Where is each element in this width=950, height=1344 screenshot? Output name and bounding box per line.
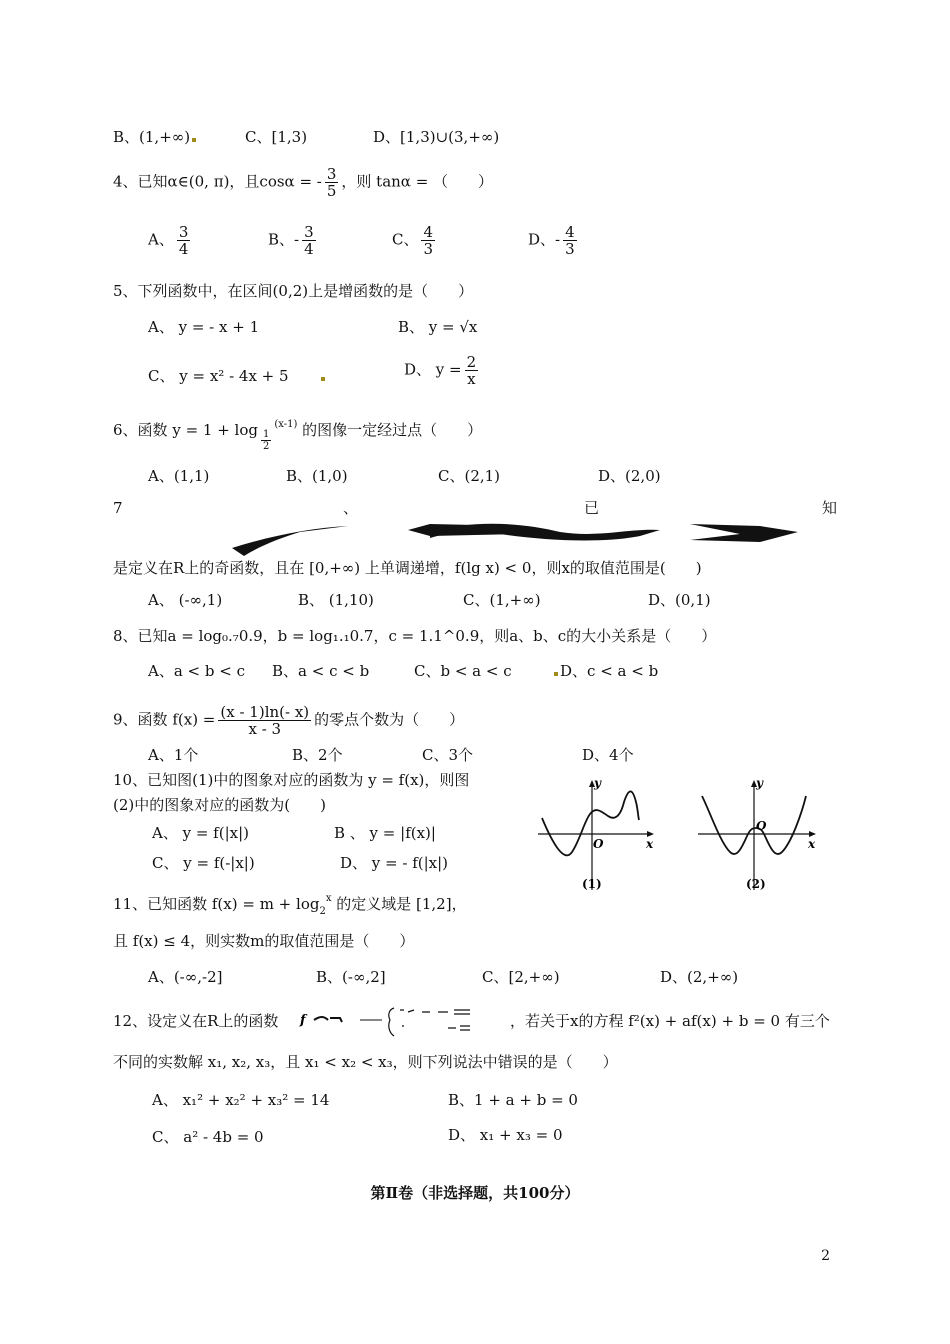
q5-optC (148, 366, 327, 386)
q10-optD: D、 y = - f(|x|) (340, 854, 449, 872)
q12-optC: C、 a² - 4b = 0 (152, 1128, 264, 1146)
mark-dot (321, 377, 325, 381)
q7-yi: 已 (584, 499, 600, 517)
q9-lhs: f(x) = (172, 710, 216, 729)
figure-1-graph (538, 776, 654, 891)
q10-line2: (2)中的图象对应的函数为( ) (113, 796, 326, 814)
q6-optC: C、(2,1) (438, 467, 501, 485)
q5-optB: B、 y = √x (398, 318, 478, 336)
q11-optD: D、(2,+∞) (660, 968, 739, 986)
q11-optA: A、(-∞,-2] (148, 968, 223, 986)
q12-stem-a: 12、设定义在R上的函数 (113, 1012, 279, 1030)
q5-optD-den: x (467, 370, 476, 388)
q3-options (113, 127, 500, 147)
q6-exp: (x-1) (274, 419, 298, 430)
fig2-caption: (2) (746, 877, 766, 891)
q6-base-den: 2 (263, 441, 270, 452)
q8-optD-value: D、c < a < b (560, 662, 659, 680)
q5-stem: 5、下列函数中，在区间(0,2)上是增函数的是（ ） (113, 282, 474, 300)
q11-stem-a: 11、已知函数 (113, 895, 208, 913)
q3-optD-value: [1,3)∪(3,+∞) (400, 128, 500, 146)
q4-stem-b: α∈(0, π)，且cosα = - (167, 172, 322, 191)
q4-optB-label: B、- (268, 230, 300, 249)
q8-optA: A、a < b < c (148, 662, 245, 680)
q9-optC: C、3个 (422, 746, 474, 764)
q3-optC-value: [1,3) (271, 128, 308, 146)
q8-optD (552, 661, 658, 681)
q4-optC-label: C、 (392, 230, 419, 249)
fig1-origin: O (593, 837, 604, 851)
q11-line2: 且 f(x) ≤ 4，则实数m的取值范围是（ ） (113, 932, 415, 950)
fig1-axis-x: x (646, 837, 654, 851)
q11-stem-b: 的定义域是 [1,2]， (336, 895, 467, 913)
q4-optD-num: 4 (565, 223, 575, 241)
q8-optB: B、a < c < b (272, 662, 370, 680)
q11-expr: f(x) = m + log (211, 895, 320, 913)
q9-optA: A、1个 (148, 746, 199, 764)
q9-stem (113, 704, 464, 737)
q7-optB: B、 (1,10) (298, 591, 374, 609)
q3-optD-label: D、 (373, 128, 401, 146)
q6-expr: y = 1 + log (172, 421, 258, 439)
q3-optD (373, 127, 499, 147)
fig2-axis-x: x (808, 837, 816, 851)
q10-optB: B 、 y = |f(x)| (334, 824, 436, 842)
q4-optC-num: 4 (423, 223, 434, 241)
q12-line2-text: 不同的实数解 x₁, x₂, x₃，且 x₁ < x₂ < x₃，则下列说法中错误的是（ ） (113, 1053, 618, 1071)
q9-optD: D、4个 (582, 746, 634, 764)
q6-stem (113, 420, 482, 452)
q7-garbled-formula-image (0, 518, 950, 558)
svg-text:f: f (300, 1013, 306, 1028)
q4-optA-label: A、 (148, 230, 174, 249)
q7-comma: 、 (343, 499, 359, 517)
q9-den: x - 3 (248, 720, 282, 738)
q12-garbled-function-image (298, 1002, 510, 1042)
q10-optA: A、 y = f(|x|) (152, 824, 250, 842)
q11-exp: x (325, 893, 332, 904)
q9-num: (x - 1)ln(- x) (220, 703, 310, 721)
q5-optA: A、 y = - x + 1 (148, 318, 260, 336)
fig1-caption: (1) (582, 877, 602, 891)
fig2-origin: O (756, 819, 767, 833)
q12-optB: B、1 + a + b = 0 (448, 1091, 578, 1109)
q5-optD-num: 2 (466, 353, 477, 371)
q4-optD-label: D、- (528, 230, 561, 249)
figure-2-graph (698, 776, 816, 891)
q9-stem-b: 的零点个数为（ ） (314, 710, 465, 729)
q11-stem (113, 894, 467, 917)
section-title: 第Ⅱ卷（非选择题，共100分） (370, 1184, 580, 1202)
fig1-axis-y: y (594, 776, 601, 790)
q8-optC: C、b < a < c (414, 662, 512, 680)
q4-optB-num: 3 (304, 223, 314, 241)
q6-optA: A、(1,1) (148, 467, 210, 485)
q3-optC (245, 127, 307, 147)
q9-optB: B、2个 (292, 746, 343, 764)
fig2-axis-y: y (756, 776, 763, 790)
q10-figures (530, 772, 830, 897)
q4-frac-num: 3 (326, 165, 337, 183)
q7-number: 7 (113, 499, 123, 517)
q7-zhi: 知 (822, 499, 838, 517)
q11-optB: B、(-∞,2] (316, 968, 386, 986)
q8-stem: 8、已知a = log₀.₇0.9，b = log₁.₁0.7，c = 1.1^0.9，则a、b、c的大小关系是（ ） (113, 627, 717, 645)
q4-optA-den: 4 (178, 240, 189, 258)
q5-optC-value: C、 y = x² - 4x + 5 (148, 367, 289, 385)
mark-dot (192, 138, 196, 142)
mark-dot (554, 672, 558, 676)
q3-optB: (1,+∞) (139, 128, 191, 146)
q7-optA: A、 (-∞,1) (148, 591, 223, 609)
q12-optD: D、 x₁ + x₃ = 0 (448, 1126, 563, 1144)
q4-options (148, 223, 575, 258)
q11-base: 2 (319, 906, 326, 917)
q4-stem-a: 4、已知 (113, 172, 168, 191)
q10-optC: C、 y = f(-|x|) (152, 854, 255, 872)
q6-optD: D、(2,0) (598, 467, 661, 485)
q4-frac-den: 5 (326, 182, 337, 200)
q12-stem-b: ，若关于x的方程 f²(x) + af(x) + b = 0 有三个 (510, 1012, 830, 1030)
q4-stem-c: ，则 tanα = （ ） (341, 172, 494, 191)
q3-optB-label: B、 (113, 128, 140, 146)
q6-optB: B、(1,0) (286, 467, 348, 485)
q4-optD-den: 3 (565, 240, 575, 258)
q4-stem (113, 166, 493, 199)
q4-optB-den: 4 (304, 240, 314, 258)
q6-base-num: 1 (263, 429, 270, 440)
q6-stem-b: 的图像一定经过点（ ） (302, 421, 483, 439)
q12-line2 (113, 1052, 618, 1072)
q9-stem-a: 9、函数 (113, 710, 168, 729)
q4-optA-num: 3 (178, 223, 189, 241)
q11-optC: C、[2,+∞) (482, 968, 560, 986)
q5-optD (404, 354, 481, 387)
q4-optC-den: 3 (423, 240, 434, 258)
q7-optC: C、(1,+∞) (463, 591, 541, 609)
q5-optD-label: D、 y = (404, 360, 462, 379)
q12-optA: A、 x₁² + x₂² + x₃² = 14 (152, 1091, 330, 1109)
q3-optC-label: C、 (245, 128, 272, 146)
q7-optD: D、(0,1) (648, 591, 711, 609)
q10-line1: 10、已知图(1)中的图象对应的函数为 y = f(x)，则图 (113, 771, 470, 789)
page-number: 2 (821, 1248, 830, 1264)
q7-stem: 是定义在R上的奇函数，且在 [0,+∞) 上单调递增，f(lg x) < 0，则x的取值范围是( ) (113, 559, 702, 577)
q6-stem-a: 6、函数 (113, 421, 168, 439)
